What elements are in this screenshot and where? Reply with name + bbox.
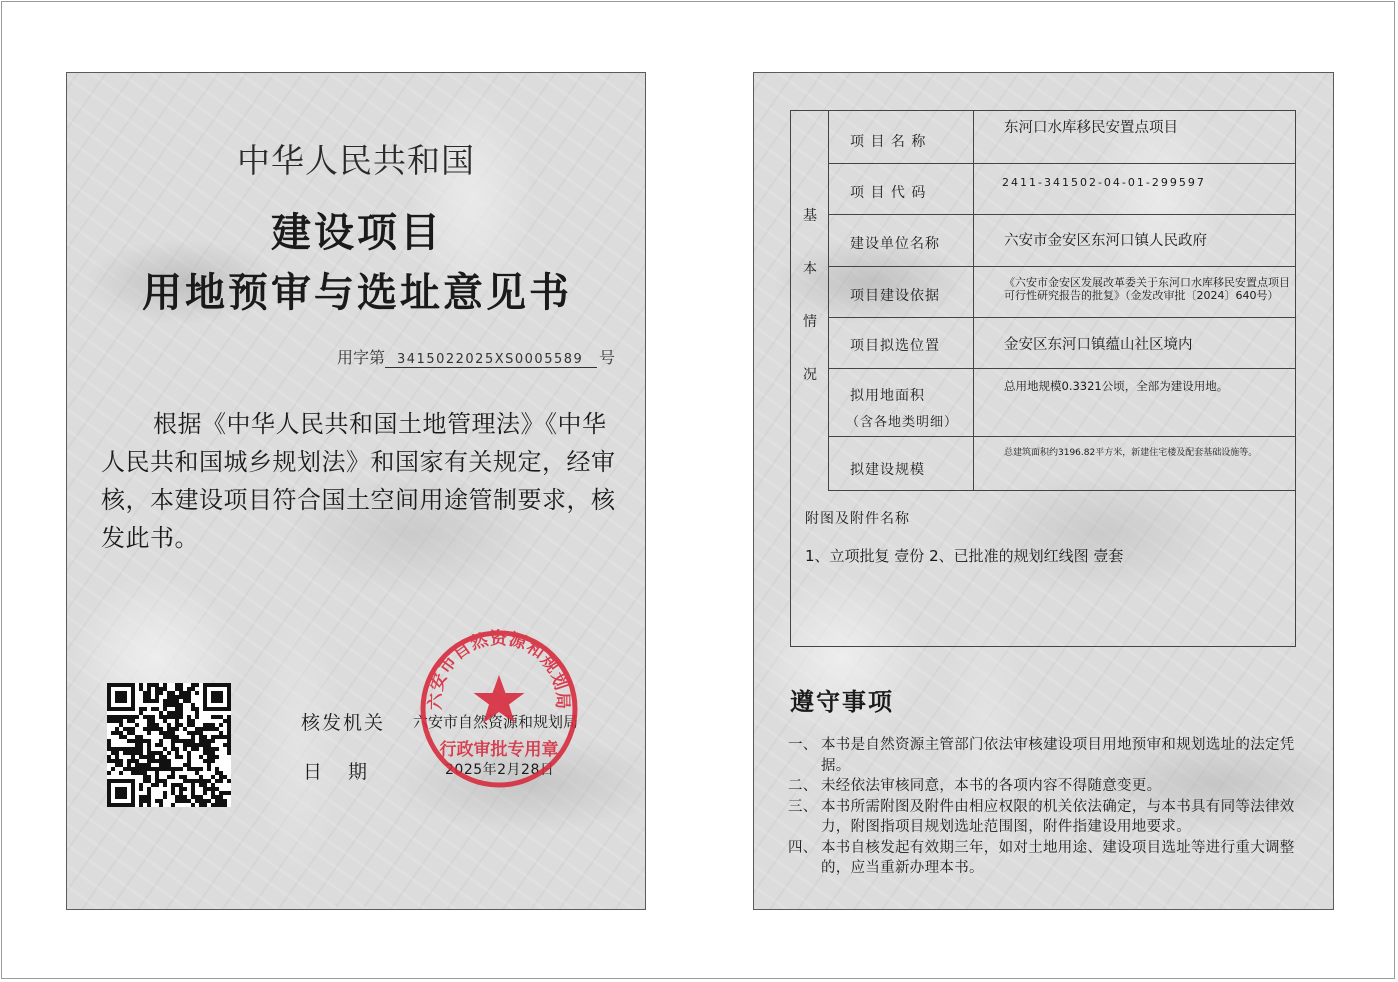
table-row <box>829 369 1295 437</box>
side-label-char: 况 <box>803 367 817 383</box>
row-value: 总建筑面积约3196.82平方米，新建住宅楼及配套基础设施等。 <box>1004 448 1258 458</box>
issuer-label: 核发机关 <box>301 712 386 734</box>
qr-code-icon <box>107 683 231 807</box>
country-heading: 中华人民共和国 <box>237 141 475 180</box>
row-label: 项目建设依据 <box>829 267 974 317</box>
rule-item: 二、 未经依法审核同意，本书的各项内容不得随意变更。 <box>788 778 1162 794</box>
certificate-body-text: 根据《中华人民共和国土地管理法》《中华人民共和国城乡规划法》和国家有关规定，经审核，本建设项目符合国土空间用途管制要求，核发此书。 <box>101 410 616 552</box>
attachments-title: 附图及附件名称 <box>805 511 910 527</box>
side-label-char: 基 <box>803 208 817 224</box>
rules-title: 遵守事项 <box>790 688 894 716</box>
table-row <box>829 267 1295 318</box>
side-label-char: 本 <box>803 261 817 277</box>
row-label: 项目拟选位置 <box>829 318 974 368</box>
seal-top-text: 六安市自然资源和规划局 <box>425 629 573 711</box>
row-value: 六安市金安区东河口镇人民政府 <box>1004 233 1207 249</box>
row-value: 2411-341502-04-01-299597 <box>1002 176 1206 189</box>
side-label-char: 情 <box>803 314 817 330</box>
table-row <box>829 215 1295 267</box>
document-title-line1: 建设项目 <box>271 210 443 256</box>
table-row <box>829 111 1295 164</box>
row-value: 东河口水库移民安置点项目 <box>1004 120 1178 136</box>
table-row <box>829 318 1295 369</box>
table-row <box>829 437 1295 491</box>
issuer-name: 六安市自然资源和规划局 <box>413 713 579 731</box>
official-seal-icon <box>419 629 579 789</box>
row-label: 拟建设规模 <box>829 437 974 490</box>
rule-item: 三、 本书所需附图及附件由相应权限的机关依法确定，与本书具有同等法律效力，附图指项目规划选址范围图，附件指建设用地要求。 <box>788 798 1295 835</box>
rule-item: 四、 本书自核发起有效期三年，如对土地用途、建设项目选址等进行重大调整的，应当重新办理本书。 <box>788 839 1295 876</box>
issue-date: 2025年2月28日 <box>445 762 555 778</box>
seal-bottom-text: 行政审批专用章 <box>439 740 559 760</box>
row-value: 金安区东河口镇蕴山社区境内 <box>1004 337 1193 353</box>
certificate-number-prefix: 用字第 <box>337 348 386 367</box>
certificate-number-line <box>337 345 615 368</box>
date-label: 日期 <box>303 761 394 783</box>
document-title-line2: 用地预审与选址意见书 <box>142 270 572 316</box>
basic-info-table <box>790 110 1296 647</box>
row-value: 总用地规模0.3321公顷，全部为建设用地。 <box>1004 379 1229 393</box>
basic-info-side-label <box>791 111 829 491</box>
row-label: 拟用地面积 （含各地类明细） <box>829 369 974 436</box>
certificate-number: 3415022025XS0005589 <box>385 352 597 368</box>
certificate-number-suffix: 号 <box>599 348 616 367</box>
table-row <box>829 164 1295 215</box>
row-label: 建设单位名称 <box>829 215 974 266</box>
attachments-list: 1、立项批复 壹份 2、已批准的规划红线图 壹套 <box>805 547 1124 565</box>
rule-item: 一、 本书是自然资源主管部门依法审核建设项目用地预审和规划选址的法定凭据。 <box>788 737 1295 774</box>
row-value: 《六安市金安区发展改革委关于东河口水库移民安置点项目可行性研究报告的批复》（金发改审批〔2024〕640号） <box>1004 276 1290 302</box>
row-label: 项 目 代 码 <box>829 164 974 214</box>
row-label: 项 目 名 称 <box>829 111 974 163</box>
certificate-cover-page <box>66 72 646 910</box>
certificate-detail-page <box>753 72 1334 910</box>
rules-list <box>788 735 1304 879</box>
